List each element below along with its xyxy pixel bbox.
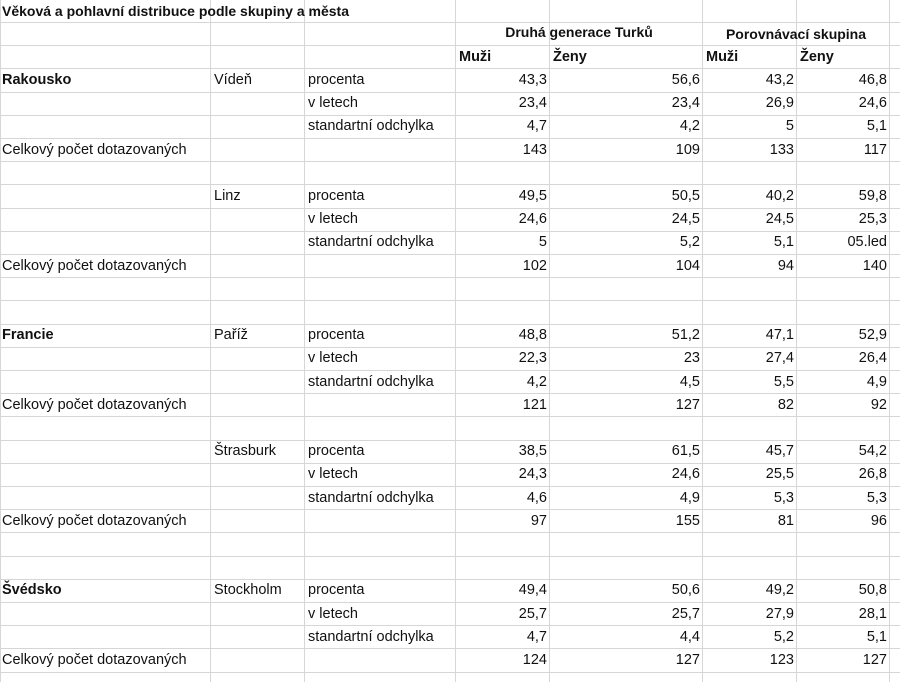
total-label: Celkový počet dotazovaných [2,258,187,274]
value-cell: 5 [538,234,547,250]
metric-label: v letech [308,350,358,366]
subheader-comp-men: Muži [706,49,739,65]
value-cell: 4,5 [679,374,700,390]
value-cell: 4,9 [866,374,887,390]
value-cell: 96 [870,513,887,529]
value-cell: 43,3 [518,72,547,88]
value-cell: 61,5 [671,443,700,459]
table-title: Věková a pohlavní distribuce podle skupiny a města [2,3,349,19]
metric-label: standartní odchylka [308,629,434,645]
city-label: Štrasburk [214,443,277,459]
city-label: Linz [214,188,241,204]
metric-label: procenta [308,72,365,88]
value-cell: 109 [675,142,700,158]
value-cell: 5,2 [773,629,794,645]
value-cell: 97 [530,513,547,529]
value-cell: 23 [683,350,700,366]
value-cell: 5,5 [773,374,794,390]
value-cell: 49,4 [518,582,547,598]
value-cell: 24,3 [518,466,547,482]
value-cell: 4,7 [526,629,547,645]
city-label: Vídeň [214,72,252,88]
country-label: Rakousko [2,72,72,88]
value-cell: 52,9 [858,327,887,343]
country-label: Švédsko [2,582,62,598]
value-cell: 5,1 [866,629,887,645]
metric-label: v letech [308,466,358,482]
subheader-turks-men: Muži [459,49,492,65]
value-cell: 25,7 [671,606,700,622]
value-cell: 133 [769,142,794,158]
value-cell: 51,2 [671,327,700,343]
total-label: Celkový počet dotazovaných [2,513,187,529]
grid-hline [0,556,900,557]
metric-label: v letech [308,211,358,227]
group-header-turks: Druhá generace Turků [505,24,653,40]
value-cell: 28,1 [858,606,887,622]
value-cell: 46,8 [858,72,887,88]
metric-label: v letech [308,606,358,622]
value-cell: 27,4 [765,350,794,366]
value-cell: 54,2 [858,443,887,459]
value-cell: 4,4 [679,629,700,645]
value-cell: 26,9 [765,95,794,111]
metric-label: standartní odchylka [308,374,434,390]
value-cell: 05.led [847,234,887,250]
value-cell: 26,4 [858,350,887,366]
value-cell: 4,9 [679,490,700,506]
value-cell: 140 [862,258,887,274]
value-cell: 24,6 [858,95,887,111]
value-cell: 124 [522,652,547,668]
value-cell: 5,3 [773,490,794,506]
value-cell: 5,1 [866,118,887,134]
value-cell: 23,4 [671,95,700,111]
value-cell: 59,8 [858,188,887,204]
total-label: Celkový počet dotazovaných [2,397,187,413]
value-cell: 121 [522,397,547,413]
value-cell: 25,7 [518,606,547,622]
value-cell: 38,5 [518,443,547,459]
value-cell: 25,3 [858,211,887,227]
value-cell: 123 [769,652,794,668]
value-cell: 4,2 [679,118,700,134]
value-cell: 127 [862,652,887,668]
value-cell: 104 [675,258,700,274]
value-cell: 40,2 [765,188,794,204]
value-cell: 47,1 [765,327,794,343]
value-cell: 43,2 [765,72,794,88]
metric-label: v letech [308,95,358,111]
total-label: Celkový počet dotazovaných [2,652,187,668]
city-label: Stockholm [214,582,282,598]
value-cell: 24,6 [518,211,547,227]
value-cell: 26,8 [858,466,887,482]
value-cell: 56,6 [671,72,700,88]
metric-label: procenta [308,582,365,598]
value-cell: 92 [870,397,887,413]
value-cell: 25,5 [765,466,794,482]
metric-label: standartní odchylka [308,234,434,250]
value-cell: 4,6 [526,490,547,506]
value-cell: 127 [675,652,700,668]
metric-label: procenta [308,327,365,343]
value-cell: 24,5 [765,211,794,227]
metric-label: standartní odchylka [308,118,434,134]
metric-label: procenta [308,188,365,204]
metric-label: standartní odchylka [308,490,434,506]
value-cell: 5,3 [866,490,887,506]
value-cell: 48,8 [518,327,547,343]
metric-label: procenta [308,443,365,459]
value-cell: 5 [785,118,794,134]
value-cell: 5,2 [679,234,700,250]
value-cell: 127 [675,397,700,413]
value-cell: 4,2 [526,374,547,390]
value-cell: 24,6 [671,466,700,482]
group-header-comparison: Porovnávací skupina [725,26,867,42]
value-cell: 102 [522,258,547,274]
value-cell: 27,9 [765,606,794,622]
value-cell: 23,4 [518,95,547,111]
grid-hline [0,672,900,673]
total-label: Celkový počet dotazovaných [2,142,187,158]
value-cell: 24,5 [671,211,700,227]
value-cell: 5,1 [773,234,794,250]
value-cell: 22,3 [518,350,547,366]
value-cell: 81 [777,513,794,529]
value-cell: 94 [777,258,794,274]
value-cell: 49,5 [518,188,547,204]
subheader-turks-women: Ženy [553,49,587,65]
value-cell: 49,2 [765,582,794,598]
value-cell: 4,7 [526,118,547,134]
value-cell: 117 [863,142,887,158]
value-cell: 50,5 [671,188,700,204]
value-cell: 45,7 [765,443,794,459]
city-label: Paříž [214,327,248,343]
subheader-comp-women: Ženy [800,49,834,65]
country-label: Francie [2,327,54,343]
grid-hline [0,300,900,301]
value-cell: 50,6 [671,582,700,598]
value-cell: 143 [522,142,547,158]
value-cell: 82 [777,397,794,413]
value-cell: 50,8 [858,582,887,598]
value-cell: 155 [675,513,700,529]
